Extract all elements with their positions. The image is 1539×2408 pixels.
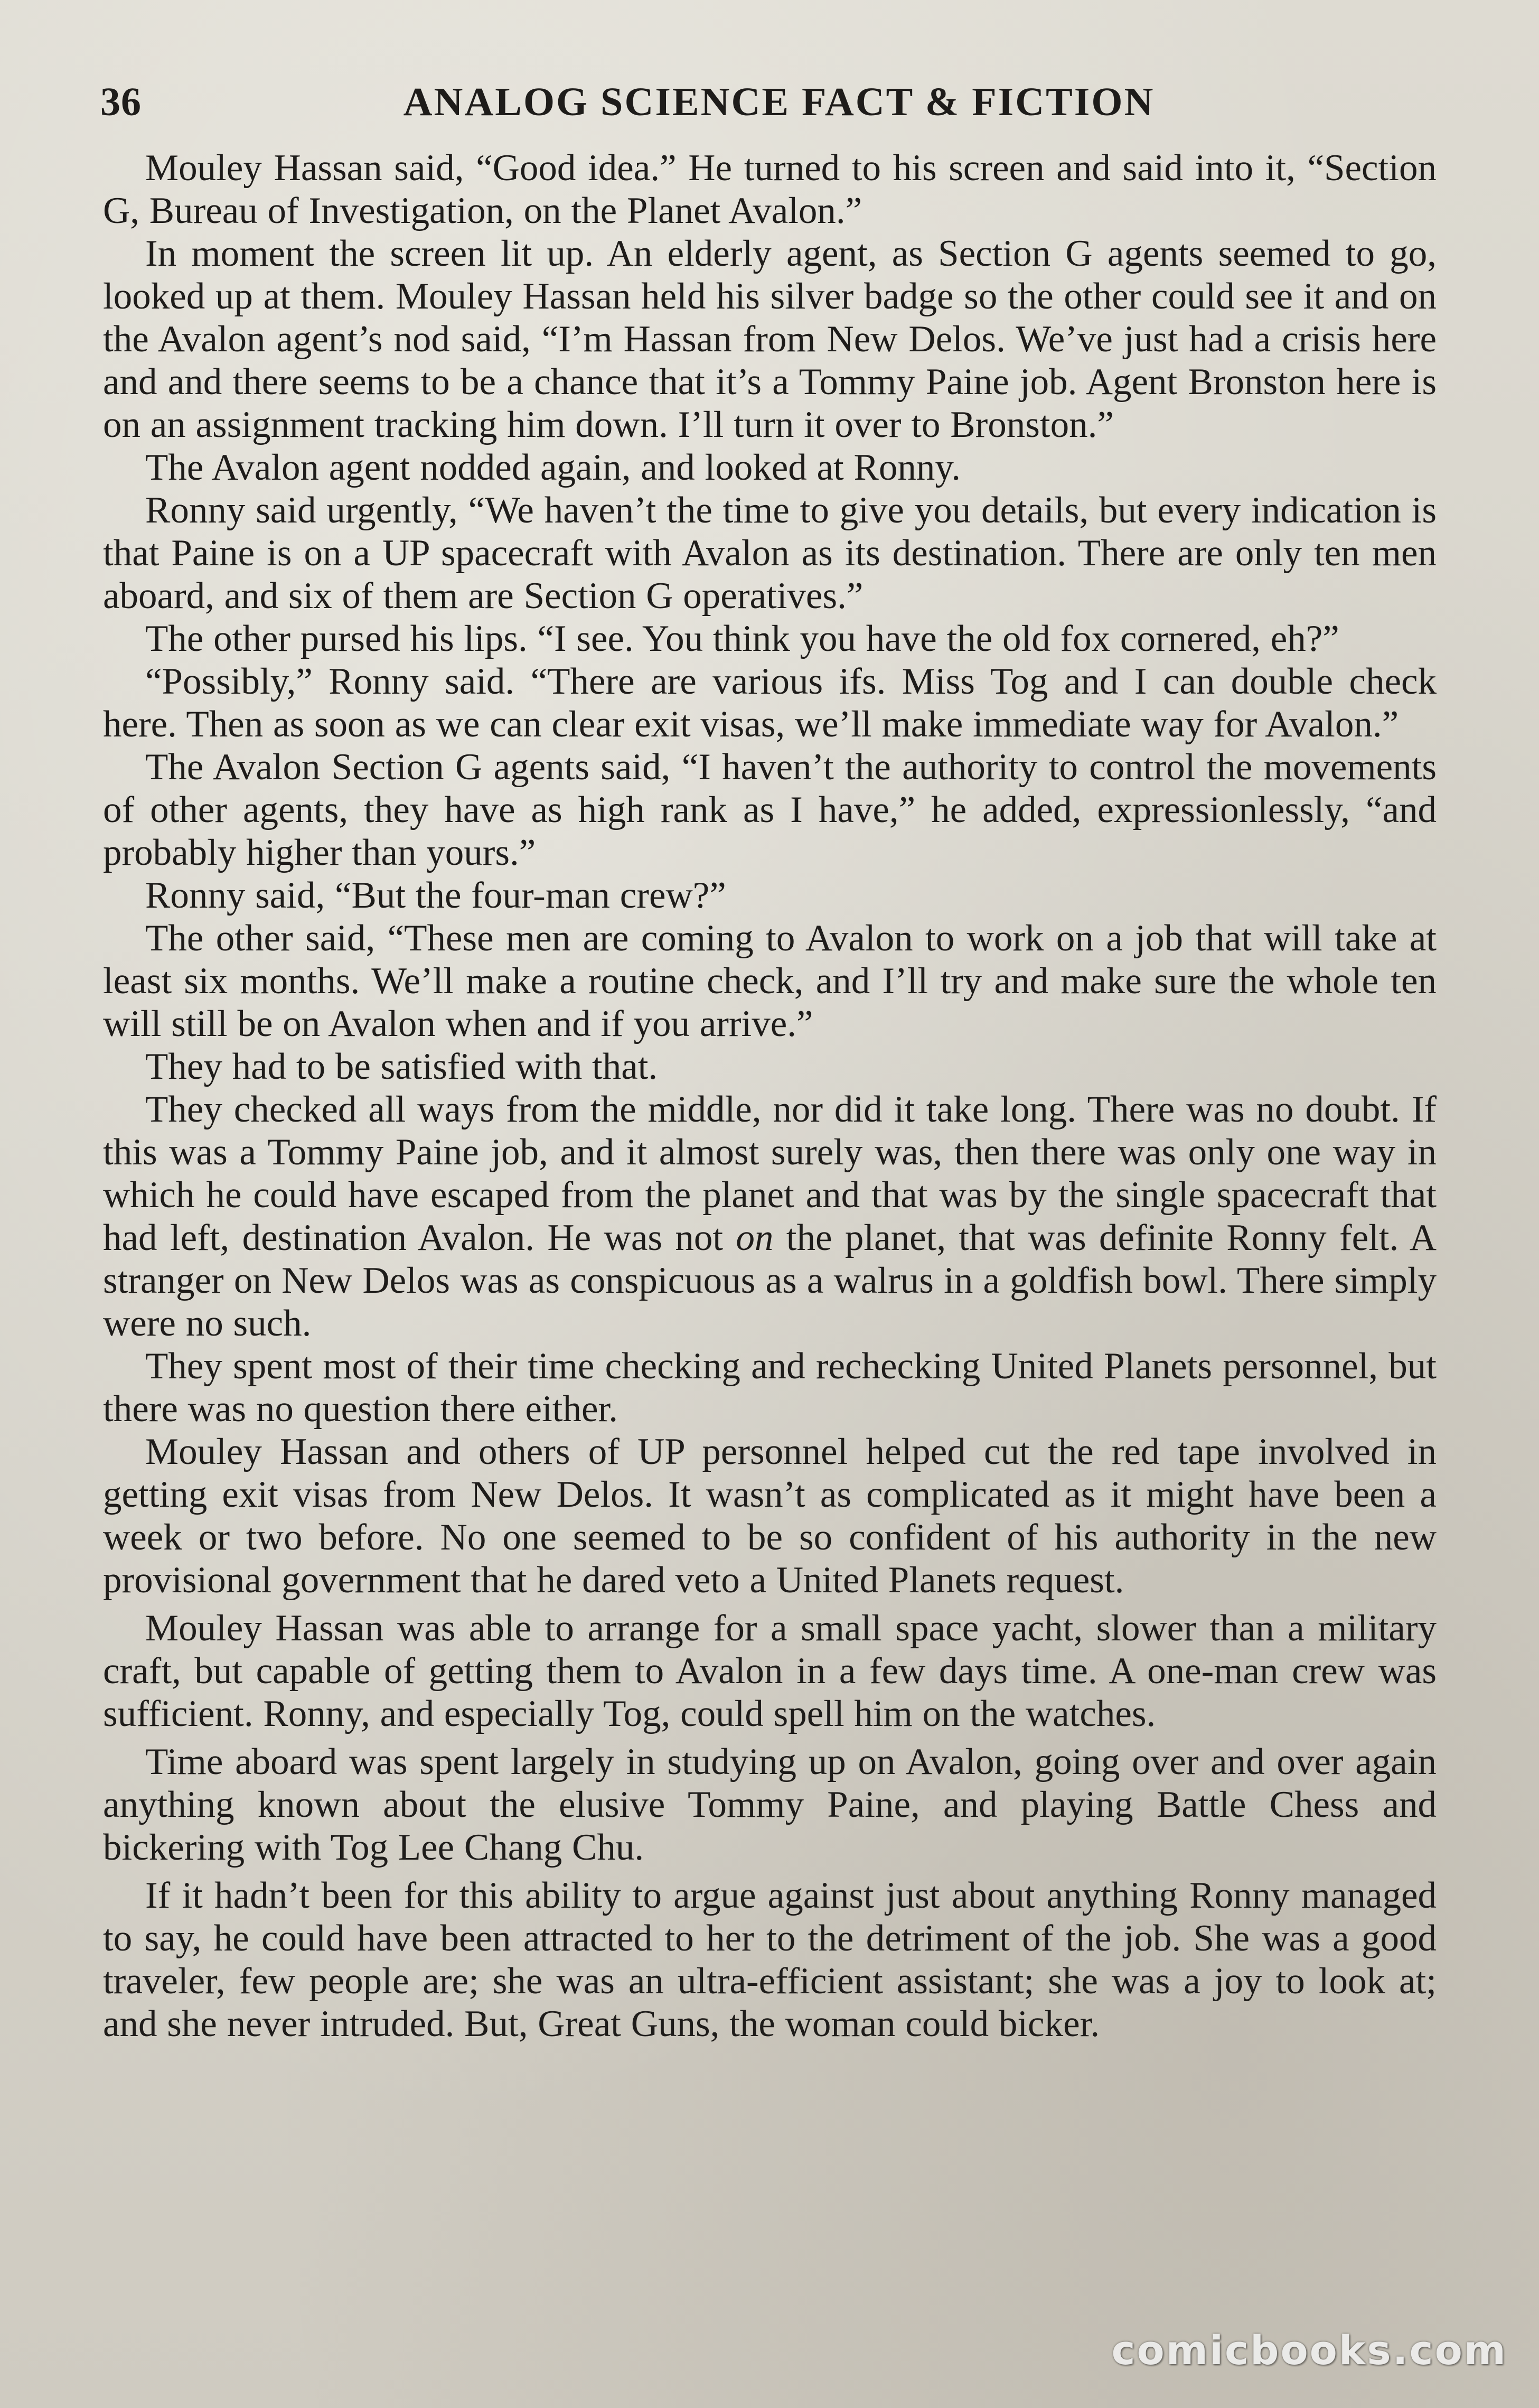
body-text (103, 147, 1437, 2046)
paragraph: Ronny said urgently, “We haven’t the time to give you details, but every indication is that Paine is on a UP spacecraft with Avalon as its destination. There are only ten men aboard, and six of them are Section G operatives.” (103, 490, 1437, 617)
paragraph (103, 1088, 1437, 1345)
paragraph: The other said, “These men are coming to Avalon to work on a job that will take at least six months. We’ll make a routine check, and I’ll try and make sure the whole ten will still be on Avalon when and if you arrive.” (103, 918, 1437, 1044)
paragraph: Time aboard was spent largely in studying up on Avalon, going over and over again anything known about the elusive Tommy Paine, and playing Battle Chess and bickering with Tog Lee Chang Chu. (103, 1741, 1437, 1868)
paragraph: Ronny said, “But the four-man crew?” (145, 875, 726, 916)
paragraph-text: the planet, that was definite Ronny felt. A stranger on New Delos was as conspicuous as a walrus in a goldfish bowl. There simply were no such. (103, 1217, 1437, 1344)
page-number: 36 (100, 80, 142, 124)
paragraph: In moment the screen lit up. An elderly agent, as Section G agents seemed to go, looked up at them. Mouley Hassan held his silver badge so the other could see it and on the Avalon agent’s nod said, “I’m Hassan from New Delos. We’ve just had a crisis here and and there seems to be a chance that it’s a Tommy Paine job. Agent Bronston here is on an assignment tracking him down. I’ll turn it over to Bronston.” (103, 233, 1437, 445)
paragraph: Mouley Hassan was able to arrange for a small space yacht, slower than a military craft, but capable of getting them to Avalon in a few days time. A one-man crew was sufficient. Ronny, and especially Tog, could spell him on the watches. (103, 1608, 1437, 1734)
paragraph: The Avalon Section G agents said, “I haven’t the authority to control the movements of other agents, they have as high rank as I have,” he added, expressionlessly, “and probably higher than yours.” (103, 746, 1437, 873)
watermark-logo: comicbooks.com (1111, 2327, 1507, 2374)
paragraph: They had to be satisfied with that. (145, 1046, 658, 1087)
paragraph: The other pursed his lips. “I see. You think you have the old fox cornered, eh?” (145, 618, 1339, 659)
paragraph: “Possibly,” Ronny said. “There are various ifs. Miss Tog and I can double check here. Then as soon as we can clear exit visas, we’ll make immediate way for Avalon.” (103, 661, 1437, 745)
paragraph: They spent most of their time checking and rechecking United Planets personnel, but there was no question there either. (103, 1346, 1437, 1430)
page-header (100, 79, 1437, 127)
paragraph: The Avalon agent nodded again, and looked at Ronny. (145, 447, 961, 488)
paragraph-text: They checked all ways from the middle, nor did it take long. There was no doubt. If this was a Tommy Paine job, and it almost surely was, then there was only one way in which he could have escaped from the planet and that was by the single spacecraft that had left, destination Avalon. He was not (103, 1089, 1437, 1258)
running-head: ANALOG SCIENCE FACT & FICTION (403, 80, 1155, 124)
emphasized-word: on (736, 1217, 774, 1258)
paragraph: Mouley Hassan said, “Good idea.” He turned to his screen and said into it, “Section G, Bureau of Investigation, on the Planet Avalon.” (103, 147, 1437, 231)
paragraph: If it hadn’t been for this ability to argue against just about anything Ronny managed to say, he could have been attracted to her to the detriment of the job. She was a good traveler, few people are; she was an ultra-efficient assistant; she was a joy to look at; and she never intruded. But, Great Guns, the woman could bicker. (103, 1875, 1437, 2045)
paragraph: Mouley Hassan and others of UP personnel helped cut the red tape involved in getting exit visas from New Delos. It wasn’t as complicated as it might have been a week or two before. No one seemed to be so confident of his authority in the new provisional government that he dared veto a United Planets request. (103, 1431, 1437, 1601)
